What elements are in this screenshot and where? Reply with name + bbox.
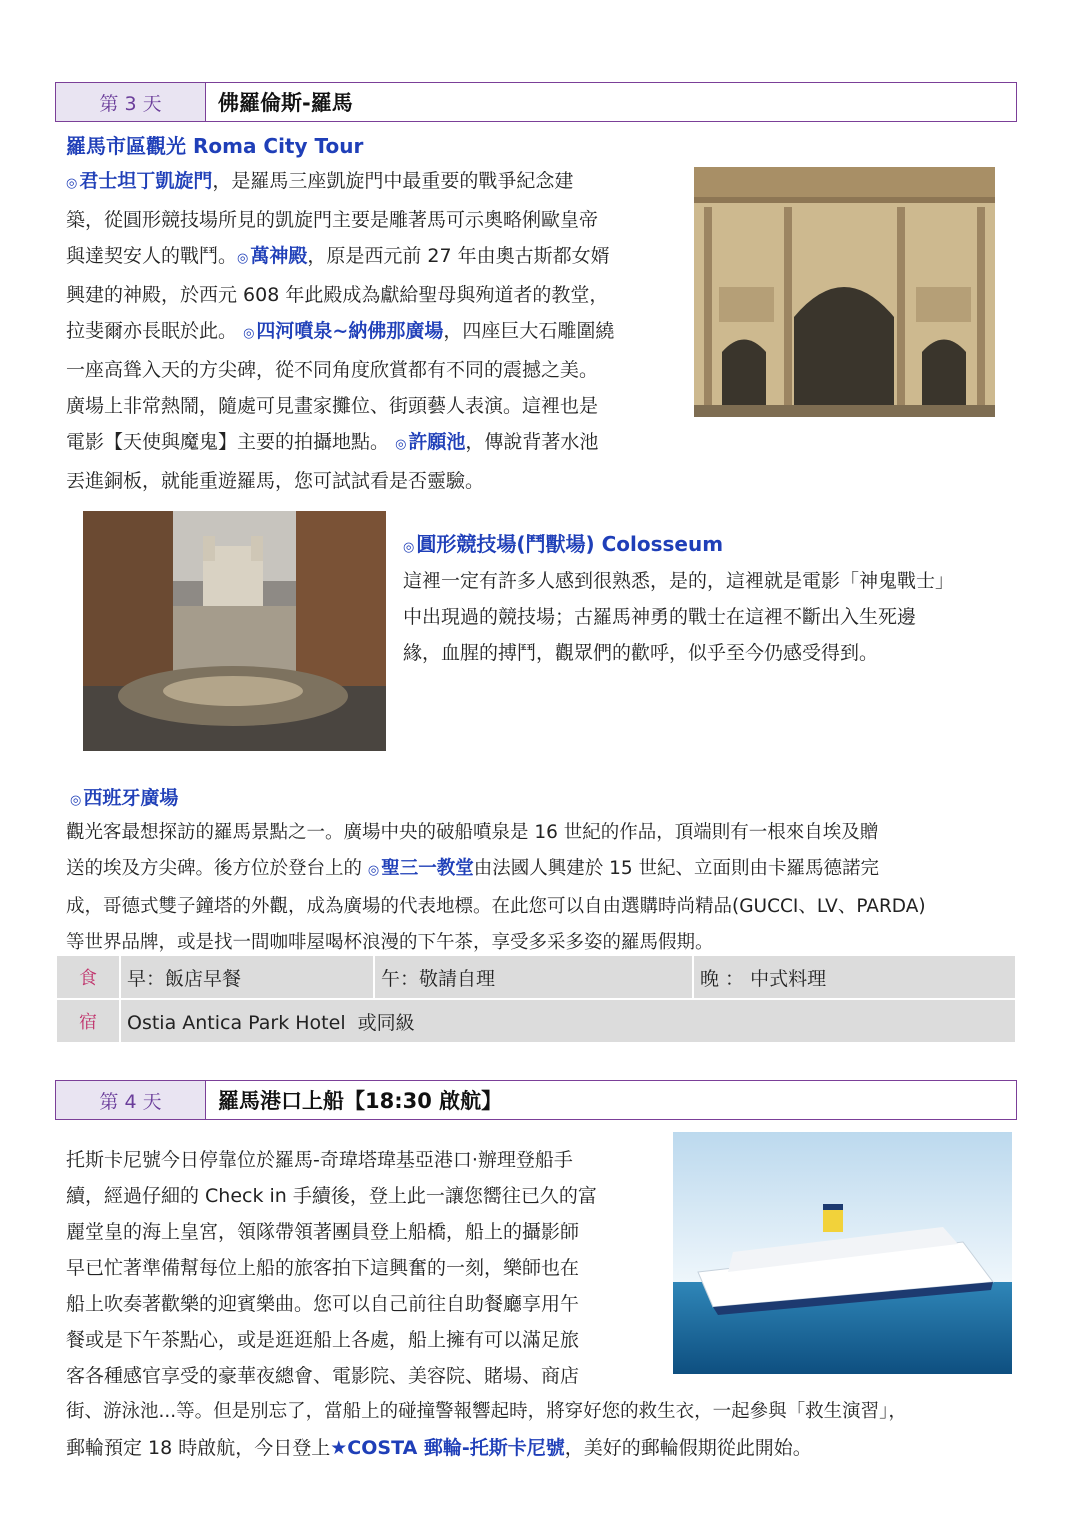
text-line: 麗堂皇的海上皇宮，領隊帶領著團員登上船橋，船上的攝影師 — [66, 1221, 580, 1243]
colosseum-paragraph — [403, 563, 1033, 671]
day4-header — [55, 1080, 1017, 1120]
highlight-trinita: 聖三一教堂 — [381, 858, 474, 879]
text-line: 客各種感官享受的豪華夜總會、電影院、美容院、賭場、商店 — [66, 1365, 580, 1387]
text-line: 這裡一定有許多人感到很熟悉，是的，這裡就是電影「神鬼戰士」 — [403, 570, 955, 592]
meals-hotel-table — [55, 954, 1017, 1044]
text-line: 托斯卡尼號今日停靠位於羅馬-奇瑋塔瑋基亞港口‧辦理登船手 — [66, 1149, 573, 1171]
text-line: 餐或是下午茶點心，或是逛逛船上各處，船上擁有可以滿足旅 — [66, 1329, 580, 1351]
paragraph-roma-sights — [66, 163, 686, 499]
day4-paragraph — [66, 1142, 1026, 1466]
text-line: 成，哥德式雙子鐘塔的外觀，成為廣場的代表地標。在此您可以自由選購時尚精品(GUCCI、LV、PARDA) — [66, 896, 926, 917]
bullet-icon: ◎ — [403, 540, 415, 555]
spain-square-title — [70, 783, 178, 810]
text-line: 一座高聳入天的方尖碑，從不同角度欣賞都有不同的震撼之美。 — [66, 359, 599, 381]
bullet-icon: ◎ — [243, 326, 255, 341]
highlight-pantheon: 萬神殿 — [250, 245, 308, 267]
day4-label: 第 4 天 — [56, 1081, 206, 1119]
highlight-trevi: 許願池 — [408, 431, 466, 453]
text-line: 廣場上非常熱鬧，隨處可見畫家攤位、街頭藝人表演。這裡也是 — [66, 395, 599, 417]
day3-title: 佛羅倫斯-羅馬 — [218, 91, 353, 115]
spanish-steps-photo — [83, 511, 386, 751]
bullet-icon: ◎ — [66, 176, 78, 191]
text-line: 等世界品牌，或是找一間咖啡屋喝杯浪漫的下午茶，享受多采多姿的羅馬假期。 — [66, 932, 714, 953]
day3-header — [55, 82, 1017, 122]
text-segment: ，傳說背著水池 — [465, 431, 599, 453]
colosseum-title — [403, 528, 723, 557]
text-line: 中出現過的競技場；古羅馬神勇的戰士在這裡不斷出入生死邊 — [403, 606, 917, 628]
text-line — [66, 1430, 1026, 1466]
hotel-cell: Ostia Antica Park Hotel 或同級 — [120, 999, 1016, 1043]
text-line: 緣，血腥的搏鬥，觀眾們的歡呼，似乎至今仍感受得到。 — [403, 642, 879, 664]
text-line: 早已忙著準備幫每位上船的旅客拍下這興奮的一刻，樂師也在 — [66, 1257, 580, 1279]
text-line — [66, 238, 686, 277]
text-segment: 與達契安人的戰鬥。 — [66, 245, 238, 267]
text-line — [66, 424, 686, 463]
section-title-roma: 羅馬市區觀光 Roma City Tour — [66, 134, 364, 158]
text-segment: 送的埃及方尖碑。後方位於登台上的 — [66, 858, 368, 879]
text-line: 丟進銅板，就能重遊羅馬，您可試試看是否靈驗。 — [66, 470, 485, 492]
text-segment: 由法國人興建於 15 世紀、立面則由卡羅馬德諾完 — [473, 858, 880, 879]
text-segment: ，是羅馬三座凱旋門中最重要的戰爭紀念建 — [212, 170, 574, 192]
text-line: 觀光客最想探訪的羅馬景點之一。廣場中央的破船噴泉是 16 世紀的作品，頂端則有一根來自埃及贈 — [66, 822, 879, 843]
text-line: 續，經過仔細的 Check in 手續後，登上此一讓您嚮往已久的富 — [66, 1185, 597, 1207]
text-segment: 電影【天使與魔鬼】主要的拍攝地點。 — [66, 431, 390, 453]
bullet-icon: ◎ — [395, 437, 407, 452]
breakfast-cell: 早：飯店早餐 — [120, 955, 374, 999]
spain-square-heading: 西班牙廣場 — [83, 787, 179, 809]
hotel-icon: 宿 — [56, 999, 120, 1043]
bullet-icon: ◎ — [367, 863, 380, 878]
text-segment: 拉斐爾亦長眠於此。 — [66, 320, 238, 342]
text-line: 築，從圓形競技場所見的凱旋門主要是雕著馬可示奧略俐歐皇帝 — [66, 209, 599, 231]
highlight-navona: 四河噴泉~納佛那廣場 — [256, 320, 444, 342]
text-line — [66, 313, 686, 352]
dinner-cell: 晚 ： 中式料理 — [693, 955, 1016, 999]
meal-icon: 食 — [56, 955, 120, 999]
bullet-icon: ◎ — [70, 793, 82, 808]
hotel-row — [56, 999, 1016, 1043]
highlight-costa: ★COSTA 郵輪-托斯卡尼號 — [330, 1437, 565, 1459]
meals-row — [56, 955, 1016, 999]
day4-title: 羅馬港口上船【18:30 啟航】 — [218, 1089, 503, 1113]
text-segment: ，四座巨大石雕圍繞 — [443, 320, 615, 342]
spain-square-paragraph — [66, 815, 1026, 961]
text-line: 興建的神殿，於西元 608 年此殿成為獻給聖母與殉道者的教堂， — [66, 284, 609, 306]
colosseum-heading: 圓形競技場(鬥獸場) Colosseum — [416, 532, 724, 556]
highlight-arch: 君士坦丁凱旋門 — [79, 170, 213, 192]
text-segment: ，原是西元前 27 年由奧古斯都女婿 — [307, 245, 610, 267]
text-segment: 郵輪預定 18 時啟航，今日登上 — [66, 1437, 331, 1459]
lunch-cell: 午：敬請自理 — [374, 955, 693, 999]
text-line: 街、游泳池...等。但是別忘了，當船上的碰撞警報響起時，將穿好您的救生衣，一起參與「救生演習」， — [66, 1401, 907, 1422]
arch-of-constantine-photo — [694, 167, 995, 417]
text-line — [66, 163, 686, 202]
day3-label: 第 3 天 — [56, 83, 206, 121]
text-line — [66, 851, 1026, 889]
text-line: 船上吹奏著歡樂的迎賓樂曲。您可以自己前往自助餐廳享用午 — [66, 1293, 580, 1315]
bullet-icon: ◎ — [237, 251, 249, 266]
text-segment: ，美好的郵輪假期從此開始。 — [564, 1437, 812, 1459]
